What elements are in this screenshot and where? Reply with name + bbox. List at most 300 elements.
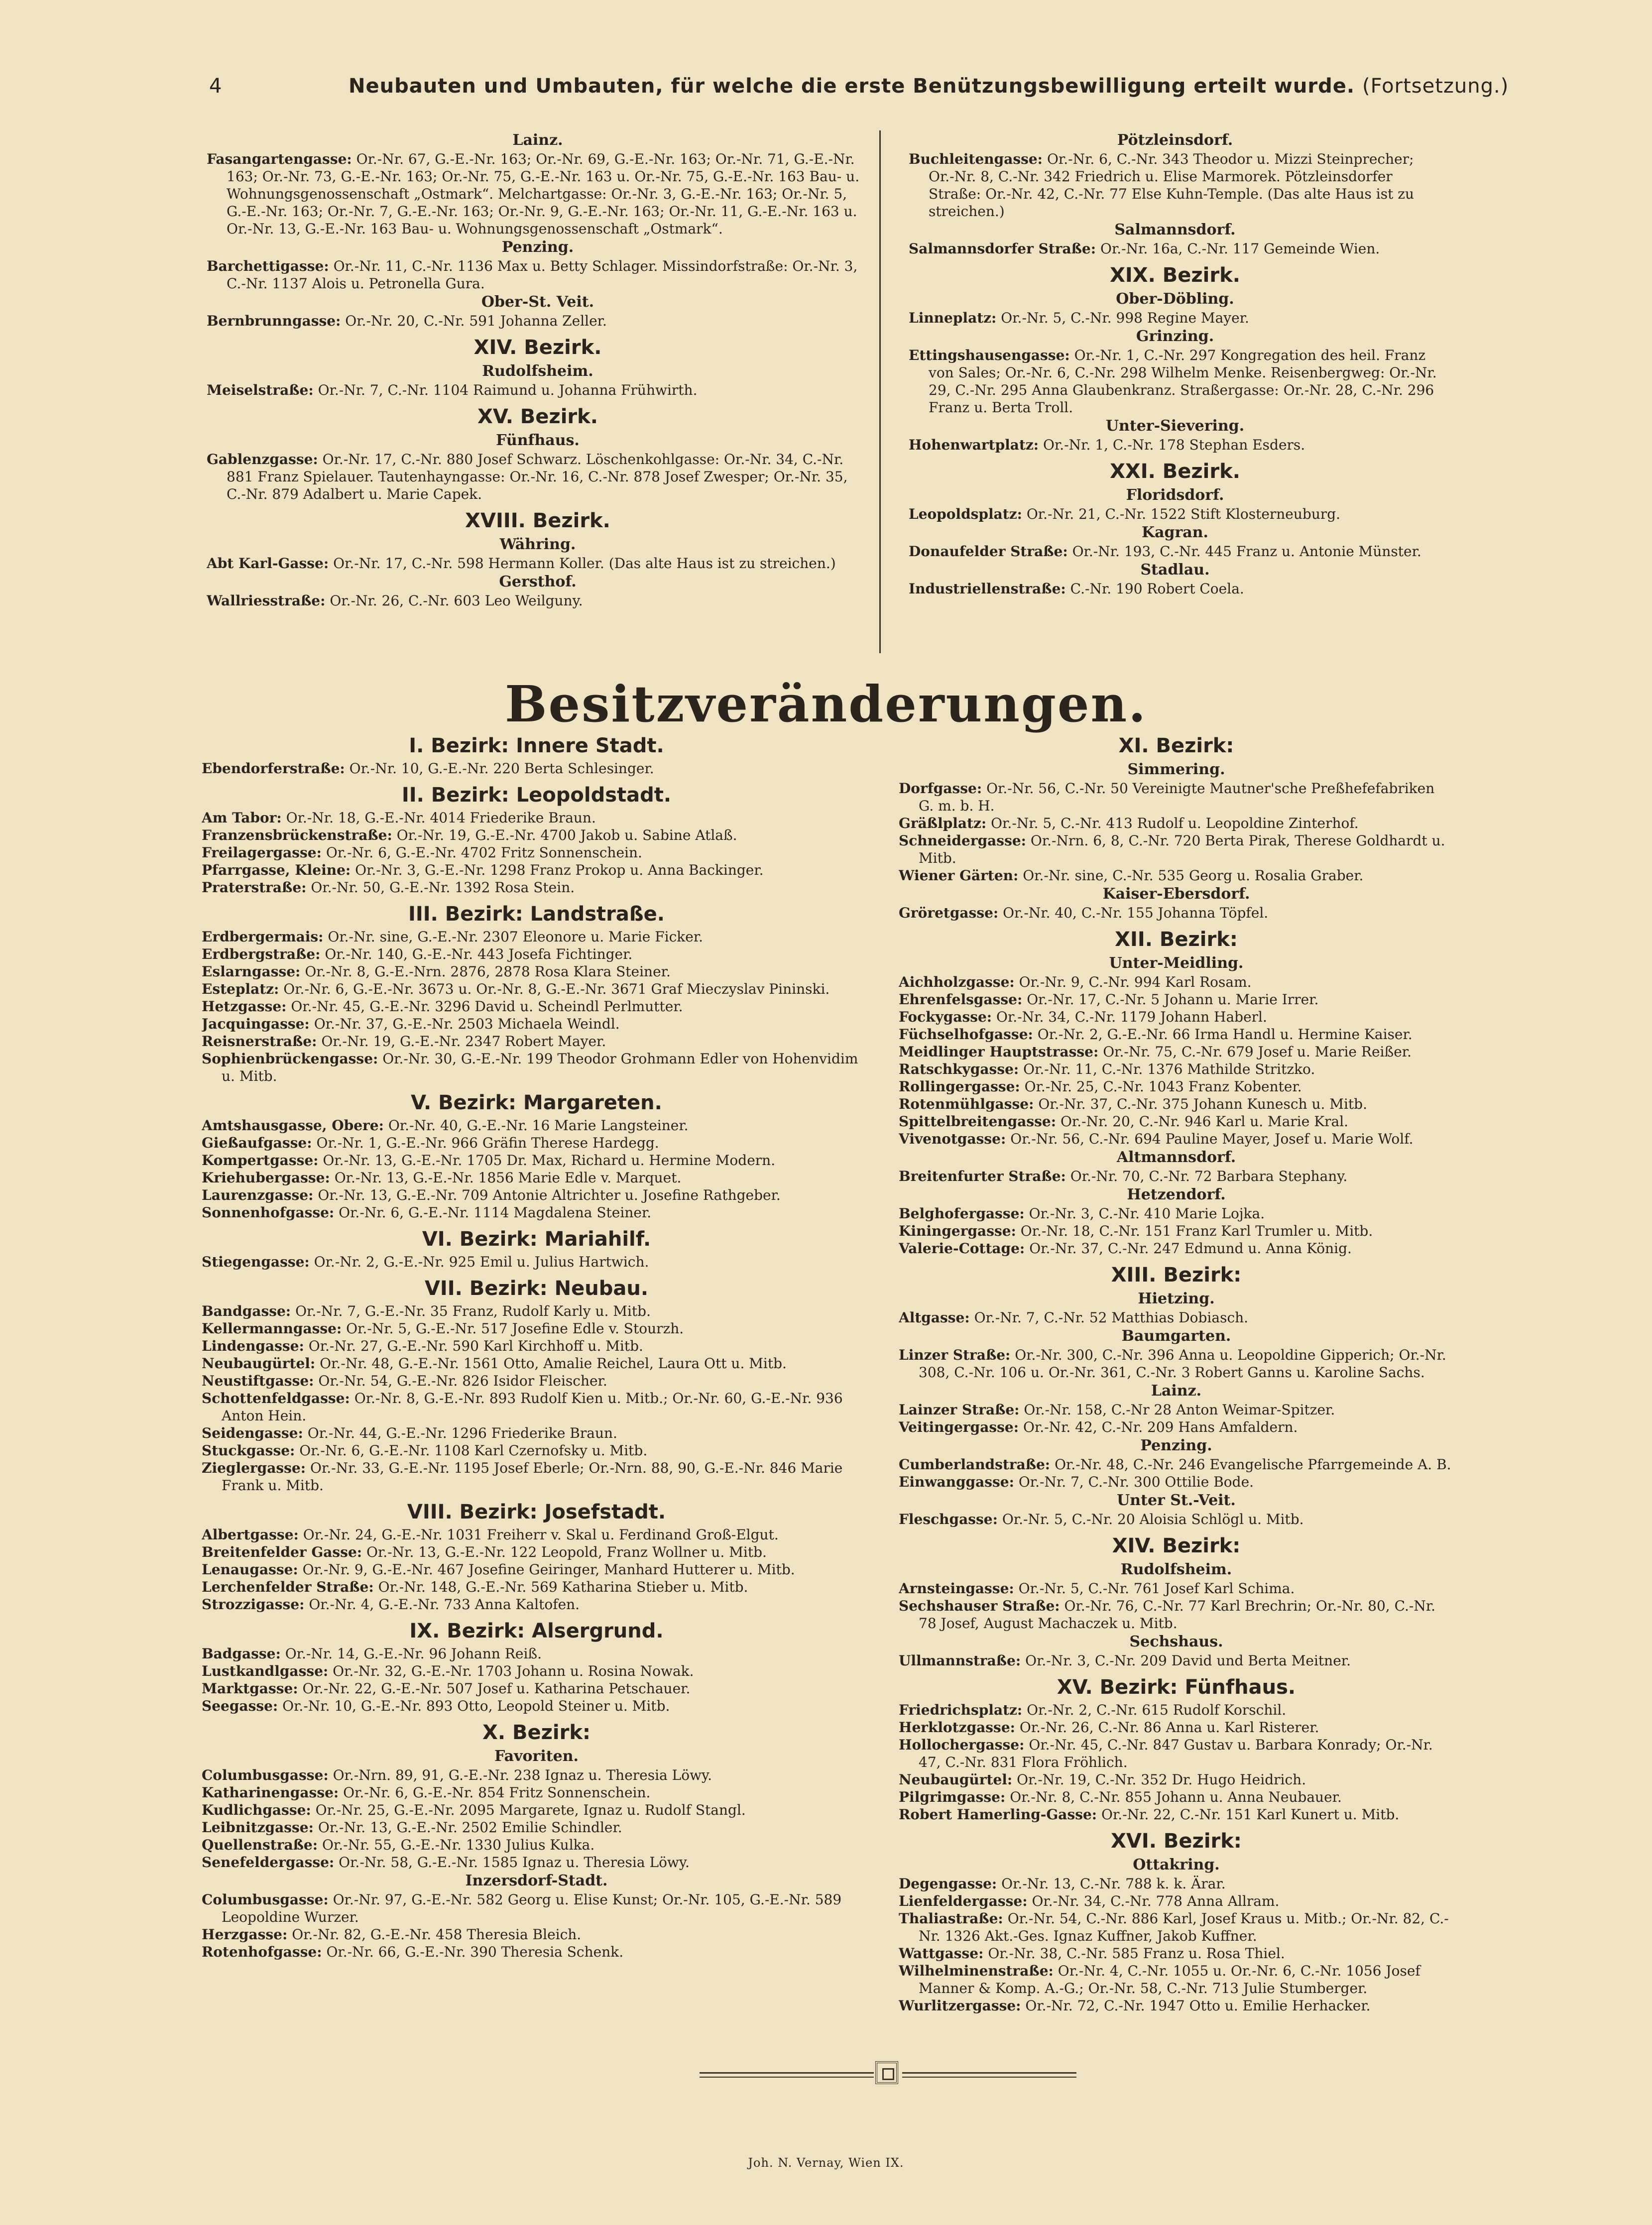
header-continuation: (Fortsetzung.) (1362, 75, 1509, 98)
entry-text: Or.-Nr. 13, G.-E.-Nr. 709 Antonie Altrichter u. Josefine Rathgeber. (318, 1187, 781, 1203)
street-name: Esteplatz: (202, 981, 279, 997)
street-name: Seidengasse: (202, 1425, 303, 1441)
entry-text: Or.-Nr. 66, G.-E.-Nr. 390 Theresia Schenk. (326, 1944, 624, 1960)
list-item (202, 826, 871, 844)
list-item (899, 1652, 1454, 1669)
entry-text: Or.-Nr. 11, C.-Nr. 1376 Mathilde Stritzko. (1023, 1061, 1315, 1077)
locality-heading: Ober-St. Veit. (481, 293, 594, 311)
entry-text: Or.-Nr. 17, C.-Nr. 5 Johann u. Marie Irrer. (1027, 991, 1319, 1008)
street-name: Friedrichsplatz: (899, 1702, 1023, 1718)
street-name: Albertgasse: (202, 1526, 299, 1543)
list-item (899, 1892, 1454, 1910)
locality-heading: Favoriten. (494, 1748, 579, 1765)
street-name: Füchselhofgasse: (899, 1026, 1033, 1043)
list-item (207, 150, 869, 237)
list-item (202, 928, 871, 945)
entry-text: Or.-Nr. 34, C.-Nr. 1179 Johann Haberl. (996, 1009, 1267, 1025)
entry-text: Or.-Nr. 24, G.-E.-Nr. 1031 Freiherr v. Skal u. Ferdinand Groß-Elgut. (303, 1526, 779, 1543)
district-heading: XII. Bezirk: (1115, 928, 1238, 951)
locality-heading: Simmering. (1127, 761, 1225, 778)
entry-text: Or.-Nr. 6, G.-E.-Nr. 1114 Magdalena Steiner. (339, 1204, 652, 1221)
locality-heading: Rudolfsheim. (482, 362, 593, 380)
list-item (909, 240, 1441, 257)
entry-text: Or.-Nr. 6, G.-E.-Nr. 4702 Fritz Sonnenschein. (326, 844, 642, 861)
entry-text: Or.-Nr. sine, C.-Nr. 535 Georg u. Rosalia Graber. (1023, 867, 1364, 884)
list-item (202, 1117, 871, 1134)
list-item (899, 1008, 1454, 1026)
list-item (202, 1355, 871, 1372)
entry-text: Or.-Nr. 10, G.-E.-Nr. 220 Berta Schlesinger. (349, 760, 654, 777)
entry-text: Or.-Nr. 8, C.-Nr. 855 Johann u. Anna Neubauer. (1010, 1789, 1342, 1805)
street-name: Lerchenfelder Straße: (202, 1579, 374, 1595)
printer-imprint: Joh. N. Vernay, Wien IX. (748, 2156, 904, 2170)
district-heading: VIII. Bezirk: Josefstadt. (407, 1501, 666, 1523)
street-name: Arnsteingasse: (899, 1580, 1014, 1597)
list-item (899, 1806, 1454, 1823)
list-item (899, 1205, 1454, 1222)
street-name: Gröretgasse: (899, 905, 999, 921)
entry-text: Or.-Nr. 140, G.-E.-Nr. 443 Josefa Fichtinger. (325, 946, 633, 962)
entry-text: Or.-Nr. 48, C.-Nr. 246 Evangelische Pfarrgemeinde A. B. (1055, 1456, 1451, 1473)
street-name: Kompertgasse: (202, 1152, 319, 1169)
list-item (202, 1459, 871, 1494)
list-item (202, 1337, 871, 1355)
list-item (899, 1043, 1454, 1060)
list-item (202, 1526, 871, 1543)
list-item (202, 1596, 871, 1613)
entry-text: Or.-Nr. 3, C.-Nr. 209 David und Berta Meitner. (1025, 1652, 1351, 1669)
list-item (899, 1962, 1454, 1997)
list-item (202, 1169, 871, 1186)
list-item (202, 1152, 871, 1169)
list-item (202, 1424, 871, 1442)
locality-heading: Lainz. (512, 131, 563, 149)
entry-text: Or.-Nr. 33, G.-E.-Nr. 1195 Josef Eberle; Or.-Nrn. 88, 90, G.-E.-Nr. 846 Marie Frank u. Mitb. (222, 1460, 843, 1494)
locality-heading: Unter-Sievering. (1105, 417, 1245, 435)
entry-text: Or.-Nr. 55, G.-E.-Nr. 1330 Julius Kulka. (322, 1837, 595, 1853)
entry-text: Or.-Nr. 11, C.-Nr. 1136 Max u. Betty Schlager. Missindorfstraße: Or.-Nr. 3, C.-Nr. 1137 Alois u. Petronella Gura. (227, 258, 858, 292)
district-heading: VII. Bezirk: Neubau. (424, 1277, 649, 1300)
entry-text: Or.-Nr. 4, G.-E.-Nr. 733 Anna Kaltofen. (309, 1596, 580, 1613)
entry-text: Or.-Nr. 34, C.-Nr. 778 Anna Allram. (1032, 1893, 1280, 1909)
entry-text: C.-Nr. 190 Robert Coela. (1070, 581, 1244, 597)
street-name: Lustkandlgasse: (202, 1663, 329, 1679)
street-name: Gießaufgasse: (202, 1135, 312, 1151)
street-name: Sechshauser Straße: (899, 1598, 1060, 1614)
street-name: Degengasse: (899, 1875, 997, 1892)
entry-text: Or.-Nr. 72, C.-Nr. 1947 Otto u. Emilie Herhacker. (1025, 1997, 1371, 2014)
street-name: Rotenhofgasse: (202, 1944, 322, 1960)
list-item (202, 1050, 871, 1085)
street-name: Breitenfurter Straße: (899, 1168, 1066, 1184)
list-item (202, 1253, 871, 1271)
entry-text: Or.-Nr. 5, G.-E.-Nr. 517 Josefine Edle v. Stourzh. (346, 1320, 684, 1337)
locality-heading: Fünfhaus. (496, 432, 580, 449)
street-name: Barchettigasse: (207, 258, 329, 274)
list-item (202, 980, 871, 998)
list-item (899, 1771, 1454, 1788)
entry-text: Or.-Nr. 75, C.-Nr. 679 Josef u. Marie Reißer. (1103, 1044, 1412, 1060)
list-item (909, 505, 1441, 523)
list-item (202, 1891, 871, 1926)
entry-text: Or.-Nr. 18, G.-E.-Nr. 4014 Friederike Braun. (286, 810, 596, 826)
street-name: Lindengasse: (202, 1338, 304, 1354)
entry-text: Or.-Nr. 26, C.-Nr. 86 Anna u. Karl Risterer. (1019, 1719, 1319, 1736)
entry-text: Or.-Nr. 19, G.-E.-Nr. 4700 Jakob u. Sabine Atlaß. (396, 827, 737, 843)
page-number: 4 (209, 75, 222, 98)
locality-heading: Pötzleinsdorf. (1117, 131, 1233, 149)
district-heading: IX. Bezirk: Alsergrund. (409, 1620, 664, 1642)
district-heading: V. Bezirk: Margareten. (411, 1091, 662, 1114)
locality-heading: Hetzendorf. (1127, 1186, 1226, 1203)
list-item (899, 1736, 1454, 1771)
list-item (899, 1026, 1454, 1043)
list-item (202, 760, 871, 777)
street-name: Stuckgasse: (202, 1442, 295, 1459)
street-name: Strozzigasse: (202, 1596, 305, 1613)
street-name: Hetzgasse: (202, 998, 287, 1015)
locality-heading: Kaiser-Ebersdorf. (1102, 885, 1250, 903)
street-name: Ebendorferstraße: (202, 760, 345, 777)
list-item (202, 1134, 871, 1152)
entry-text: Or.-Nr. 2, C.-Nr. 615 Rudolf Korschil. (1027, 1702, 1287, 1718)
list-item (207, 381, 869, 399)
entry-text: Or.-Nr. 9, C.-Nr. 994 Karl Rosam. (1019, 974, 1252, 990)
entry-text: Or.-Nr. 13, G.-E.-Nr. 2502 Emilie Schindler. (318, 1819, 622, 1836)
street-name: Ettingshausengasse: (909, 347, 1070, 363)
entry-text: Or.-Nr. 56, C.-Nr. 50 Vereinigte Mautner'sche Preßhefefabriken G. m. b. H. (919, 780, 1435, 814)
district-heading: XV. Bezirk. (477, 405, 598, 428)
list-item (202, 1766, 871, 1784)
street-name: Herklotzgasse: (899, 1719, 1015, 1736)
district-heading: XIX. Bezirk. (1110, 264, 1240, 287)
entry-text: Or.-Nr. 32, G.-E.-Nr. 1703 Johann u. Rosina Nowak. (333, 1663, 694, 1679)
street-name: Laurenzgasse: (202, 1187, 314, 1203)
street-name: Lienfeldergasse: (899, 1893, 1028, 1909)
street-name: Jacquingasse: (202, 1016, 310, 1032)
street-name: Hohenwartplatz: (909, 437, 1039, 453)
street-name: Kudlichgasse: (202, 1802, 311, 1818)
street-name: Fockygasse: (899, 1009, 992, 1025)
street-name: Sophienbrückengasse: (202, 1051, 378, 1067)
entry-text: Or.-Nr. 37, C.-Nr. 247 Edmund u. Anna König. (1029, 1240, 1352, 1257)
list-item (899, 1240, 1454, 1257)
entry-text: Or.-Nr. 148, G.-E.-Nr. 569 Katharina Stieber u. Mitb. (378, 1579, 748, 1595)
list-item (899, 1945, 1454, 1962)
street-name: Franzensbrückenstraße: (202, 827, 392, 843)
list-item (202, 945, 871, 963)
entry-text: Or.-Nrn. 89, 91, G.-E.-Nr. 238 Ignaz u. Theresia Löwy. (333, 1767, 712, 1783)
street-name: Altgasse: (899, 1309, 970, 1326)
district-heading: XIII. Bezirk: (1111, 1264, 1242, 1287)
list-item (899, 1113, 1454, 1130)
list-item (899, 867, 1454, 884)
street-name: Schneidergasse: (899, 832, 1026, 849)
street-name: Rollingergasse: (899, 1078, 1020, 1095)
street-name: Thaliastraße: (899, 1910, 1003, 1927)
list-item (899, 1473, 1454, 1491)
district-heading: X. Bezirk: (482, 1721, 590, 1744)
street-name: Fasangartengasse: (207, 151, 352, 167)
street-name: Pilgrimgasse: (899, 1789, 1006, 1805)
list-item (202, 1680, 871, 1697)
list-item (202, 1836, 871, 1854)
list-item (899, 815, 1454, 832)
neubauten-left-column (207, 130, 869, 658)
entry-text: Or.-Nr. 14, G.-E.-Nr. 96 Johann Reiß. (285, 1645, 542, 1662)
bottom-rule-right (902, 2072, 1076, 2078)
street-name: Aichholzgasse: (899, 974, 1015, 990)
list-item (899, 991, 1454, 1008)
list-item (207, 555, 869, 572)
list-item (202, 1561, 871, 1578)
locality-heading: Unter St.-Veit. (1117, 1492, 1236, 1509)
list-item (202, 1186, 871, 1204)
entry-text: Or.-Nr. 2, G.-E.-Nr. 925 Emil u. Julius Hartwich. (314, 1254, 649, 1270)
list-item (899, 904, 1454, 922)
entry-text: Or.-Nr. 7, C.-Nr. 300 Ottilie Bode. (1018, 1474, 1254, 1490)
entry-text: Or.-Nr. 13, G.-E.-Nr. 1705 Dr. Max, Richard u. Hermine Modern. (323, 1152, 776, 1169)
entry-text: Or.-Nr. 3, C.-Nr. 410 Marie Lojka. (1029, 1205, 1265, 1222)
street-name: Linzer Straße: (899, 1347, 1011, 1363)
locality-heading: Ottakring. (1133, 1856, 1220, 1874)
street-name: Kriehubergasse: (202, 1170, 330, 1186)
street-name: Katharinengasse: (202, 1784, 339, 1801)
street-name: Pfarrgasse, Kleine: (202, 862, 351, 878)
street-name: Kiningergasse: (899, 1223, 1016, 1239)
list-item (202, 861, 871, 879)
street-name: Dorfgasse: (899, 780, 982, 797)
entry-text: Or.-Nr. 54, G.-E.-Nr. 826 Isidor Fleischer. (318, 1373, 607, 1389)
entry-text: Or.-Nr. 97, G.-E.-Nr. 582 Georg u. Elise Kunst; Or.-Nr. 105, G.-E.-Nr. 589 Leopoldine Wurzer. (222, 1891, 842, 1925)
list-item (899, 1511, 1454, 1528)
entry-text: Or.-Nr. 6, G.-E.-Nr. 3673 u. Or.-Nr. 8, G.-E.-Nr. 3671 Graf Mieczyslav Pininski. (283, 981, 830, 997)
entry-text: Or.-Nr. 70, C.-Nr. 72 Barbara Stephany. (1070, 1168, 1348, 1184)
list-item (202, 1442, 871, 1459)
entry-text: Or.-Nr. 10, G.-E.-Nr. 893 Otto, Leopold Steiner u. Mitb. (282, 1698, 670, 1714)
list-item (207, 257, 869, 292)
entry-text: Or.-Nr. 30, G.-E.-Nr. 199 Theodor Grohmann Edler von Hohenvidim u. Mitb. (222, 1051, 858, 1084)
locality-heading: Stadlau. (1140, 561, 1210, 579)
entry-text: Or.-Nr. 26, C.-Nr. 603 Leo Weilguny. (330, 592, 583, 609)
list-item (207, 451, 869, 503)
list-item (202, 1784, 871, 1801)
street-name: Ehrenfelsgasse: (899, 991, 1023, 1008)
list-item (899, 780, 1454, 815)
street-name: Wallriesstraße: (207, 592, 326, 609)
district-heading: XVI. Bezirk: (1111, 1830, 1242, 1853)
street-name: Donaufelder Straße: (909, 543, 1068, 560)
entry-text: Or.-Nr. 158, C.-Nr 28 Anton Weimar-Spitzer. (1024, 1402, 1335, 1418)
list-item (202, 1320, 871, 1337)
locality-heading: Unter-Meidling. (1109, 954, 1244, 972)
entry-text: Or.-Nr. 44, G.-E.-Nr. 1296 Friederike Braun. (307, 1425, 617, 1441)
list-item (899, 1222, 1454, 1240)
list-item (202, 844, 871, 861)
list-item (899, 1418, 1454, 1436)
locality-heading: Baumgarten. (1121, 1327, 1231, 1345)
list-item (899, 1130, 1454, 1148)
entry-text: Or.-Nr. 50, G.-E.-Nr. 1392 Rosa Stein. (311, 879, 575, 896)
list-item (202, 1819, 871, 1836)
entry-text: Or.-Nr. 17, C.-Nr. 598 Hermann Koller. (Das alte Haus ist zu streichen.) (333, 555, 836, 572)
street-name: Badgasse: (202, 1645, 281, 1662)
street-name: Breitenfelder Gasse: (202, 1544, 362, 1560)
entry-text: Or.-Nr. 13, G.-E.-Nr. 1856 Marie Edle v. Marquet. (334, 1170, 682, 1186)
list-item (202, 1662, 871, 1680)
list-item (909, 543, 1441, 560)
street-name: Sonnenhofgasse: (202, 1204, 335, 1221)
entry-text: Or.-Nrn. 6, 8, C.-Nr. 720 Berta Pirak, Therese Goldhardt u. Mitb. (919, 832, 1445, 866)
district-heading: XXI. Bezirk. (1110, 460, 1240, 483)
street-name: Wurlitzergasse: (899, 1997, 1021, 2014)
list-item (909, 580, 1441, 597)
street-name: Amtshausgasse, Obere: (202, 1117, 384, 1134)
locality-heading: Floridsdorf. (1126, 486, 1224, 504)
street-name: Neubaugürtel: (899, 1771, 1013, 1788)
entry-text: Or.-Nr. 5, C.-Nr. 761 Josef Karl Schima. (1018, 1580, 1295, 1597)
district-heading: XV. Bezirk: Fünfhaus. (1057, 1676, 1296, 1699)
locality-heading: Inzersdorf-Stadt. (465, 1872, 608, 1889)
entry-text: Or.-Nr. 13, C.-Nr. 788 k. k. Ärar. (1001, 1875, 1226, 1892)
locality-heading: Kagran. (1142, 524, 1208, 541)
entry-text: Or.-Nr. 48, G.-E.-Nr. 1561 Otto, Amalie Reichel, Laura Ott u. Mitb. (320, 1355, 787, 1372)
street-name: Lainzer Straße: (899, 1402, 1020, 1418)
entry-text: Or.-Nr. 5, C.-Nr. 413 Rudolf u. Leopoldine Zinterhof. (991, 815, 1359, 831)
list-item (202, 1204, 871, 1221)
street-name: Seegasse: (202, 1698, 278, 1714)
entry-text: Or.-Nr. 19, G.-E.-Nr. 2347 Robert Mayer. (321, 1033, 606, 1050)
entry-text: Or.-Nr. 56, C.-Nr. 694 Pauline Mayer, Josef u. Marie Wolf. (1010, 1131, 1414, 1147)
locality-heading: Ober-Döbling. (1116, 290, 1234, 308)
column-divider (879, 130, 881, 653)
list-item (909, 347, 1441, 416)
entry-text: Or.-Nr. 19, C.-Nr. 352 Dr. Hugo Heidrich. (1017, 1771, 1306, 1788)
entry-text: Or.-Nr. 1, C.-Nr. 297 Kongregation des heil. Franz von Sales; Or.-Nr. 6, C.-Nr. 298 Wilhelm Menke. Reisenbergweg: Or.-Nr. 29, C.-Nr. 295 Anna Glaubenkranz. Straßergasse: Or.-Nr. 28, C.-Nr. 296 Franz u. Berta Troll. (929, 347, 1437, 416)
entry-text: Or.-Nr. 22, C.-Nr. 151 Karl Kunert u. Mitb. (1101, 1806, 1400, 1823)
list-item (909, 436, 1441, 454)
street-name: Spittelbreitengasse: (899, 1113, 1057, 1130)
list-item (202, 1015, 871, 1033)
entry-text: Or.-Nr. 25, C.-Nr. 1043 Franz Kobenter. (1024, 1078, 1302, 1095)
street-name: Einwanggasse: (899, 1474, 1014, 1490)
district-heading: VI. Bezirk: Mariahilf. (422, 1228, 651, 1251)
street-name: Ratschkygasse: (899, 1061, 1019, 1077)
street-name: Neubaugürtel: (202, 1355, 316, 1372)
entry-text: Or.-Nr. 3, G.-E.-Nr. 1298 Franz Prokop u. Anna Backinger. (355, 862, 764, 878)
street-name: Leibnitzgasse: (202, 1819, 314, 1836)
list-item (202, 998, 871, 1015)
list-item (899, 1719, 1454, 1736)
street-name: Columbusgasse: (202, 1767, 329, 1783)
entry-text: Or.-Nr. 67, G.-E.-Nr. 163; Or.-Nr. 69, G.-E.-Nr. 163; Or.-Nr. 71, G.-E.-Nr. 163; Or.-Nr. 73, G.-E.-Nr. 163; Or.-Nr. 75, G.-E.-Nr. 163 u. Or.-Nr. 75, G.-E.-Nr. 163 Bau- u. Wohnungsgenossenschaft „Ostmark“. Melchartgasse: Or.-Nr. 3, G.-E.-Nr. 163; Or.-Nr. 5, G.-E.-Nr. 163; Or.-Nr. 7, G.-E.-Nr. 163; Or.-Nr. 9, G.-E.-Nr. 163; Or.-Nr. 11, G.-E.-Nr. 163 u. Or.-Nr. 13, G.-E.-Nr. 163 Bau- u. Wohnungsgenossenschaft „Ostmark“. (227, 151, 860, 237)
street-name: Wilhelminenstraße: (899, 1963, 1054, 1979)
street-name: Gräßlplatz: (899, 815, 987, 831)
street-name: Salmannsdorfer Straße: (909, 240, 1096, 257)
street-name: Erdbergstraße: (202, 946, 321, 962)
street-name: Linneplatz: (909, 310, 997, 326)
district-heading: II. Bezirk: Leopoldstadt. (401, 784, 672, 807)
list-item (202, 879, 871, 896)
street-name: Praterstraße: (202, 879, 307, 896)
list-item (202, 809, 871, 826)
entry-text: Or.-Nr. 16a, C.-Nr. 117 Gemeinde Wien. (1100, 240, 1380, 257)
list-item (202, 1033, 871, 1050)
street-name: Kellermanngasse: (202, 1320, 342, 1337)
entry-text: Or.-Nr. 2, G.-E.-Nr. 66 Irma Handl u. Hermine Kaiser. (1037, 1026, 1413, 1043)
list-item (207, 312, 869, 330)
locality-heading: Altmannsdorf. (1116, 1149, 1236, 1166)
list-item (202, 1926, 871, 1943)
entry-text: Or.-Nr. 25, G.-E.-Nr. 2095 Margarete, Ignaz u. Rudolf Stangl. (315, 1802, 746, 1818)
district-heading: III. Bezirk: Landstraße. (408, 903, 665, 926)
entry-text: Or.-Nr. 42, C.-Nr. 209 Hans Amfaldern. (1023, 1419, 1298, 1435)
list-item (899, 1060, 1454, 1078)
list-item (202, 1578, 871, 1596)
list-item (899, 1456, 1454, 1473)
section-title: Besitzveränderungen. (504, 675, 1148, 733)
street-name: Leopoldsplatz: (909, 506, 1022, 522)
header-title: Neubauten und Umbauten, für welche die erste Benützungsbewilligung erteilt wurde. (349, 75, 1355, 98)
list-item (202, 1372, 871, 1390)
list-item (899, 1875, 1454, 1892)
street-name: Belghofergasse: (899, 1205, 1025, 1222)
street-name: Schottenfeldgasse: (202, 1390, 350, 1406)
locality-heading: Sechshaus. (1129, 1633, 1223, 1650)
besitz-right-column (899, 728, 1454, 2052)
list-item (899, 1078, 1454, 1095)
entry-text: Or.-Nr. 40, C.-Nr. 155 Johanna Töpfel. (1003, 905, 1269, 921)
locality-heading: Penzing. (501, 238, 574, 256)
list-item (899, 973, 1454, 991)
entry-text: Or.-Nr. 54, C.-Nr. 886 Karl, Josef Kraus u. Mitb.; Or.-Nr. 82, C.-Nr. 1326 Akt.-Ges. Ignaz Kuffner, Jakob Kuffner. (919, 1910, 1449, 1944)
street-name: Veitingergasse: (899, 1419, 1019, 1435)
street-name: Bernbrunngasse: (207, 313, 341, 329)
list-item (909, 309, 1441, 327)
locality-heading: Salmannsdorf. (1114, 221, 1236, 238)
list-item (899, 1701, 1454, 1719)
list-item (207, 592, 869, 609)
entry-text: Or.-Nr. 37, C.-Nr. 375 Johann Kunesch u. Mitb. (1038, 1096, 1367, 1112)
entry-text: Or.-Nr. 5, C.-Nr. 998 Regine Mayer. (1001, 310, 1249, 326)
street-name: Abt Karl-Gasse: (207, 555, 329, 572)
entry-text: Or.-Nr. 8, G.-E.-Nr. 893 Rudolf Kien u. Mitb.; Or.-Nr. 60, G.-E.-Nr. 936 Anton Hein. (222, 1390, 843, 1424)
entry-text: Or.-Nr. 6, G.-E.-Nr. 1108 Karl Czernofsky u. Mitb. (299, 1442, 648, 1459)
entry-text: Or.-Nr. 22, G.-E.-Nr. 507 Josef u. Katharina Petschauer. (302, 1680, 691, 1697)
district-heading: I. Bezirk: Innere Stadt. (409, 734, 664, 757)
street-name: Rotenmühlgasse: (899, 1096, 1034, 1112)
street-name: Wattgasse: (899, 1945, 984, 1962)
district-heading: XIV. Bezirk: (1112, 1534, 1241, 1557)
entry-text: Or.-Nr. 5, C.-Nr. 20 Aloisia Schlögl u. Mitb. (1002, 1511, 1304, 1527)
list-item (202, 1943, 871, 1961)
besitz-left-column (202, 728, 871, 2052)
entry-text: Or.-Nr. 17, C.-Nr. 880 Josef Schwarz. Löschenkohlgasse: Or.-Nr. 34, C.-Nr. 881 Franz Spielauer. Tautenhayngasse: Or.-Nr. 16, C.-Nr. 878 Josef Zwesper; Or.-Nr. 35, C.-Nr. 879 Adalbert u. Marie Capek. (227, 451, 848, 502)
street-name: Meiselstraße: (207, 382, 314, 398)
list-item (202, 1302, 871, 1320)
bottom-rule-left (700, 2072, 874, 2078)
list-item (202, 1697, 871, 1715)
street-name: Am Tabor: (202, 810, 282, 826)
entry-text: Or.-Nr. 300, C.-Nr. 396 Anna u. Leopoldine Gipperich; Or.-Nr. 308, C.-Nr. 106 u. Or.-Nr. 361, C.-Nr. 3 Robert Ganns u. Karoline Sachs. (919, 1347, 1446, 1381)
locality-heading: Rudolfsheim. (1120, 1561, 1232, 1578)
street-name: Meidlinger Hauptstrasse: (899, 1044, 1099, 1060)
entry-text: Or.-Nr. 21, C.-Nr. 1522 Stift Klosterneuburg. (1026, 506, 1341, 522)
street-name: Senefeldergasse: (202, 1854, 335, 1871)
district-heading: XVIII. Bezirk. (465, 509, 610, 532)
district-heading: XI. Bezirk: (1118, 734, 1234, 757)
district-heading: XIV. Bezirk. (473, 336, 602, 359)
